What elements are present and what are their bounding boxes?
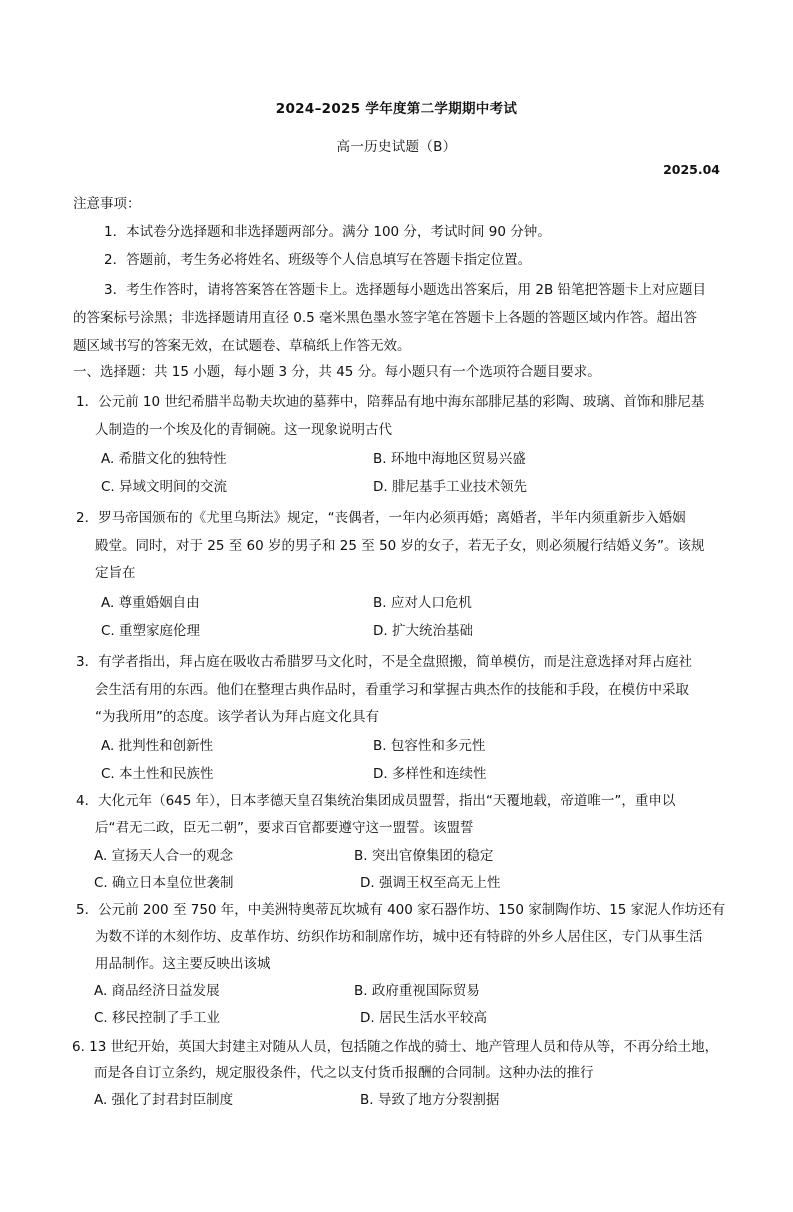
section-heading: 一、选择题：共 15 小题，每小题 3 分，共 45 分。每小题只有一个选项符合题目要求。 <box>73 364 601 380</box>
question-3-option-c[interactable]: C. 本土性和民族性 <box>101 766 214 782</box>
question-5-option-a[interactable]: A. 商品经济日益发展 <box>94 983 220 999</box>
question-5-line-2: 为数不详的木刻作坊、皮革作坊、纺织作坊和制席作坊，城中还有特辟的外乡人居住区，专门从事生活 <box>95 929 703 945</box>
question-2-option-a[interactable]: A. 尊重婚姻自由 <box>101 595 200 611</box>
notice-item-1: 1．本试卷分选择题和非选择题两部分。满分 100 分，考试时间 90 分钟。 <box>104 224 551 240</box>
question-2-option-b[interactable]: B. 应对人口危机 <box>373 595 472 611</box>
question-2-line-1: 2．罗马帝国颁布的《尤里乌斯法》规定，“丧偶者，一年内必须再婚；离婚者，半年内须重新步入婚姻 <box>76 510 686 526</box>
question-5-option-d[interactable]: D. 居民生活水平较高 <box>360 1010 487 1026</box>
question-4-line-1: 4．大化元年（645 年），日本孝德天皇召集统治集团成员盟誓，指出“天覆地载，帝道唯一”，重申以 <box>76 793 676 809</box>
exam-title: 2024–2025 学年度第二学期期中考试 <box>275 101 518 117</box>
question-1-option-d[interactable]: D. 腓尼基手工业技术领先 <box>373 479 527 495</box>
question-1-line-1: 1．公元前 10 世纪希腊半岛勒夫坎迪的墓葬中，陪葬品有地中海东部腓尼基的彩陶、玻璃、首饰和腓尼基 <box>76 394 705 410</box>
question-2-line-3: 定旨在 <box>95 565 136 581</box>
notice-item-3-line-2: 的答案标号涂黑；非选择题请用直径 0.5 毫米黑色墨水签字笔在答题卡上各题的答题区域内作答。超出答 <box>73 310 698 326</box>
question-1-option-a[interactable]: A. 希腊文化的独特性 <box>101 451 227 467</box>
question-5-option-c[interactable]: C. 移民控制了手工业 <box>94 1010 221 1026</box>
question-6-line-1: 6. 13 世纪开始，英国大封建主对随从人员，包括随之作战的骑士、地产管理人员和侍从等，不再分给土地， <box>72 1039 719 1055</box>
question-1-line-2: 人制造的一个埃及化的青铜碗。这一现象说明古代 <box>95 422 392 438</box>
question-3-option-d[interactable]: D. 多样性和连续性 <box>373 766 487 782</box>
notice-item-2: 2．答题前，考生务必将姓名、班级等个人信息填写在答题卡指定位置。 <box>104 252 532 268</box>
question-3-option-a[interactable]: A. 批判性和创新性 <box>101 738 214 754</box>
question-3-line-3: “为我所用”的态度。该学者认为拜占庭文化具有 <box>95 709 379 725</box>
notice-item-3-line-3: 题区域书写的答案无效，在试题卷、草稿纸上作答无效。 <box>73 338 411 354</box>
question-2-option-d[interactable]: D. 扩大统治基础 <box>373 623 473 639</box>
question-3-line-2: 会生活有用的东西。他们在整理古典作品时，看重学习和掌握古典杰作的技能和手段，在模仿中采取 <box>95 682 689 698</box>
question-6-option-b[interactable]: B. 导致了地方分裂割据 <box>360 1092 500 1108</box>
question-1-option-b[interactable]: B. 环地中海地区贸易兴盛 <box>373 451 526 467</box>
question-4-option-a[interactable]: A. 宣扬天人合一的观念 <box>94 848 234 864</box>
question-4-option-c[interactable]: C. 确立日本皇位世袭制 <box>94 875 234 891</box>
question-2-line-2: 殿堂。同时，对于 25 至 60 岁的男子和 25 至 50 岁的女子，若无子女，则必须履行结婚义务”。该规 <box>95 538 705 554</box>
notice-item-3-line-1: 3．考生作答时，请将答案答在答题卡上。选择题每小题选出答案后，用 2B 铅笔把答题卡上对应题目 <box>104 282 707 298</box>
exam-subtitle: 高一历史试题（B） <box>336 139 457 155</box>
question-4-option-b[interactable]: B. 突出官僚集团的稳定 <box>354 848 494 864</box>
question-4-option-d[interactable]: D. 强调王权至高无上性 <box>360 875 501 891</box>
notice-heading: 注意事项： <box>73 196 141 212</box>
question-5-option-b[interactable]: B. 政府重视国际贸易 <box>354 983 480 999</box>
exam-date: 2025.04 <box>663 162 720 177</box>
question-1-option-c[interactable]: C. 异域文明间的交流 <box>101 479 228 495</box>
question-5-line-3: 用品制作。这主要反映出该城 <box>95 956 271 972</box>
question-2-option-c[interactable]: C. 重塑家庭伦理 <box>101 623 201 639</box>
question-5-line-1: 5．公元前 200 至 750 年，中美洲特奥蒂瓦坎城有 400 家石器作坊、150 家制陶作坊、15 家泥人作坊还有 <box>76 902 726 918</box>
question-6-option-a[interactable]: A. 强化了封君封臣制度 <box>94 1092 234 1108</box>
question-6-line-2: 而是各自订立条约，规定服役条件，代之以支付货币报酬的合同制。这种办法的推行 <box>94 1065 594 1081</box>
question-4-line-2: 后“君无二政，臣无二朝”，要求百官都要遵守这一盟誓。该盟誓 <box>95 820 474 836</box>
question-3-option-b[interactable]: B. 包容性和多元性 <box>373 738 486 754</box>
question-3-line-1: 3．有学者指出，拜占庭在吸收古希腊罗马文化时，不是全盘照搬，简单模仿，而是注意选择对拜占庭社 <box>76 654 693 670</box>
